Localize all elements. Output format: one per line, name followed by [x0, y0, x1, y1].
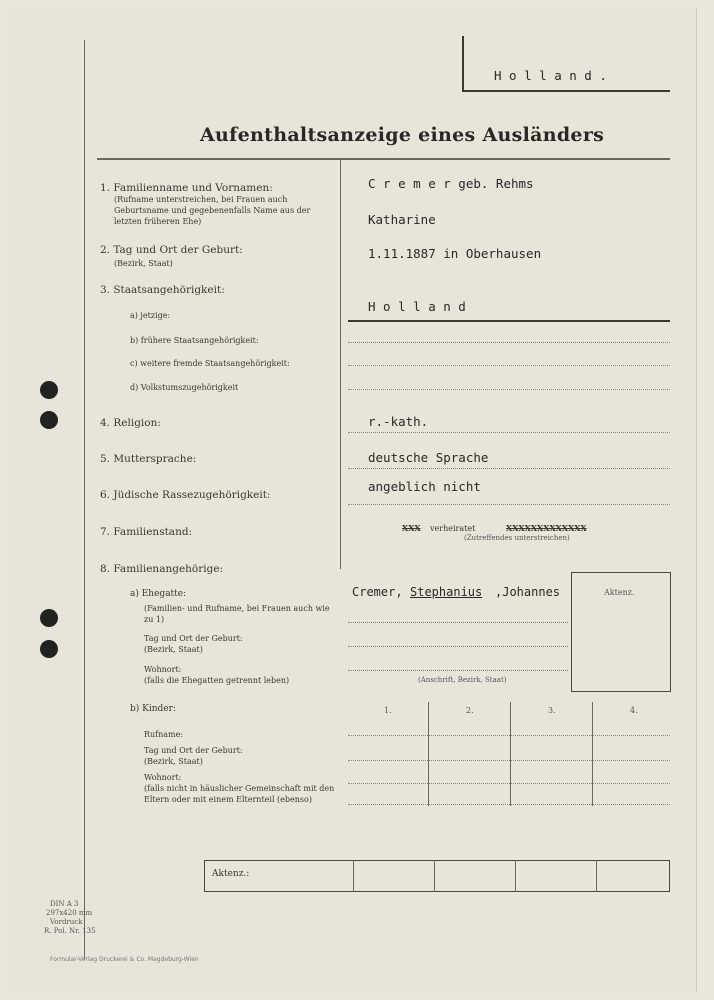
spouse-line-3 [348, 670, 568, 671]
field-3c-label: c) weitere fremde Staatsangehörigkeit: [130, 359, 290, 368]
child-divider [592, 702, 593, 806]
child-line [348, 735, 670, 736]
field-1-label: 1. Familienname und Vornamen: [100, 182, 273, 194]
field-3d-line [348, 389, 670, 390]
punch-hole [40, 640, 58, 658]
spouse-surname: Cremer, [352, 585, 403, 599]
spouse-address-note: (Anschrift, Bezirk, Staat) [418, 676, 507, 684]
field-6-line [348, 504, 670, 505]
field-7-note: (Zutreffendes unterstreichen) [464, 534, 570, 542]
field-4-line [348, 432, 670, 433]
din-line-2: 297x420 mm [46, 909, 93, 917]
field-8a-label: a) Ehegatte: [130, 589, 187, 599]
field-7-struck-right: XXXXXXXXXXXXX [506, 523, 587, 533]
field-7-struck-left: XXX [402, 523, 421, 533]
din-line-1: DIN A 3 [50, 900, 79, 908]
child-line [348, 783, 670, 784]
children-rufname-label: Rufname: [144, 730, 184, 739]
field-2-value: 1.11.1887 in Oberhausen [368, 246, 542, 261]
bottom-row-divider [353, 860, 354, 892]
punch-hole [40, 609, 58, 627]
column-divider [340, 159, 341, 569]
child-col-3: 3. [548, 706, 556, 715]
child-divider [428, 702, 429, 806]
children-wohnort-label: Wohnort: [144, 773, 182, 782]
spouse-line-1 [348, 622, 568, 623]
field-3c-line [348, 365, 670, 366]
children-wohnort-note: (falls nicht in häuslicher Gemeinschaft mit den Eltern oder mit einem Elternteil (ebenso) [144, 784, 335, 804]
punch-hole [40, 411, 58, 429]
field-8-label: 8. Familienangehörige: [100, 563, 224, 575]
din-line-3: Vordruck [50, 918, 83, 926]
field-1-note: (Rufname unterstreichen, bei Frauen auch Geburtsname und gegebenenfalls Name aus der letzten früheren Ehe) [114, 195, 311, 226]
child-divider [510, 702, 511, 806]
bottom-row-divider [515, 860, 516, 892]
bottom-aktenz-label: Aktenz.: [212, 869, 250, 879]
field-3b-label: b) frühere Staatsangehörigkeit: [130, 336, 259, 345]
spouse-other-names: ,Johannes [495, 585, 561, 599]
field-3a-label: a) jetzige: [130, 311, 171, 320]
child-col-1: 1. [384, 706, 392, 715]
field-4-label: 4. Religion: [100, 417, 161, 429]
field-4-value: r.-kath. [368, 414, 429, 429]
field-5-value: deutsche Sprache [368, 450, 489, 465]
header-box-left [462, 36, 464, 91]
child-line [348, 760, 670, 761]
bottom-row-divider [434, 860, 435, 892]
margin-line [84, 40, 85, 960]
child-col-4: 4. [630, 706, 638, 715]
bottom-aktenz-row [204, 860, 670, 892]
children-birth-label: Tag und Ort der Geburt: [144, 746, 243, 755]
punch-hole [40, 381, 58, 399]
field-1-surname: C r e m e r geb. Rehms [368, 176, 534, 191]
field-8a-note-2: Tag und Ort der Geburt: [144, 634, 243, 643]
field-7-label: 7. Familienstand: [100, 526, 193, 538]
child-line [348, 804, 670, 805]
field-5-label: 5. Muttersprache: [100, 453, 197, 465]
field-3d-label: d) Volkstumszugehörigkeit [130, 383, 239, 392]
field-2-label: 2. Tag und Ort der Geburt: [100, 244, 243, 256]
field-2-note: (Bezirk, Staat) [114, 259, 173, 268]
printer-footer: Formular-Verlag Druckerei & Co. Magdeburg-Wien [50, 956, 199, 963]
field-5-line [348, 468, 670, 469]
din-line-4: R. Pol. Nr. 135 [44, 927, 96, 935]
field-8a-note-3: (Bezirk, Staat) [144, 645, 203, 654]
field-3a-underline [348, 320, 670, 322]
spouse-rufname: Stephanius [410, 585, 483, 599]
header-country: H o l l a n d . [494, 68, 607, 83]
field-6-value: angeblich nicht [368, 479, 481, 494]
field-1-given-names: Katharine [368, 212, 436, 227]
field-8a-note-5: (falls die Ehegatten getrennt leben) [144, 676, 290, 685]
field-8b-label: b) Kinder: [130, 704, 176, 714]
header-box-bottom [462, 90, 670, 92]
field-3a-value: H o l l a n d [368, 299, 466, 314]
page-title: Aufenthaltsanzeige eines Ausländers [200, 124, 605, 146]
aktenz-box-label: Aktenz. [604, 588, 635, 597]
field-3b-line [348, 342, 670, 343]
field-3-label: 3. Staatsangehörigkeit: [100, 284, 225, 296]
field-7-value: verheiratet [430, 524, 476, 533]
children-birth-note: (Bezirk, Staat) [144, 757, 203, 766]
field-6-label: 6. Jüdische Rassezugehörigkeit: [100, 489, 271, 501]
field-8a-note-4: Wohnort: [144, 665, 182, 674]
child-col-2: 2. [466, 706, 474, 715]
spouse-line-2 [348, 646, 568, 647]
title-underline [97, 158, 670, 160]
field-8a-note-1: (Familien- und Rufname, bei Frauen auch wie zu 1) [144, 604, 330, 624]
bottom-row-divider [596, 860, 597, 892]
